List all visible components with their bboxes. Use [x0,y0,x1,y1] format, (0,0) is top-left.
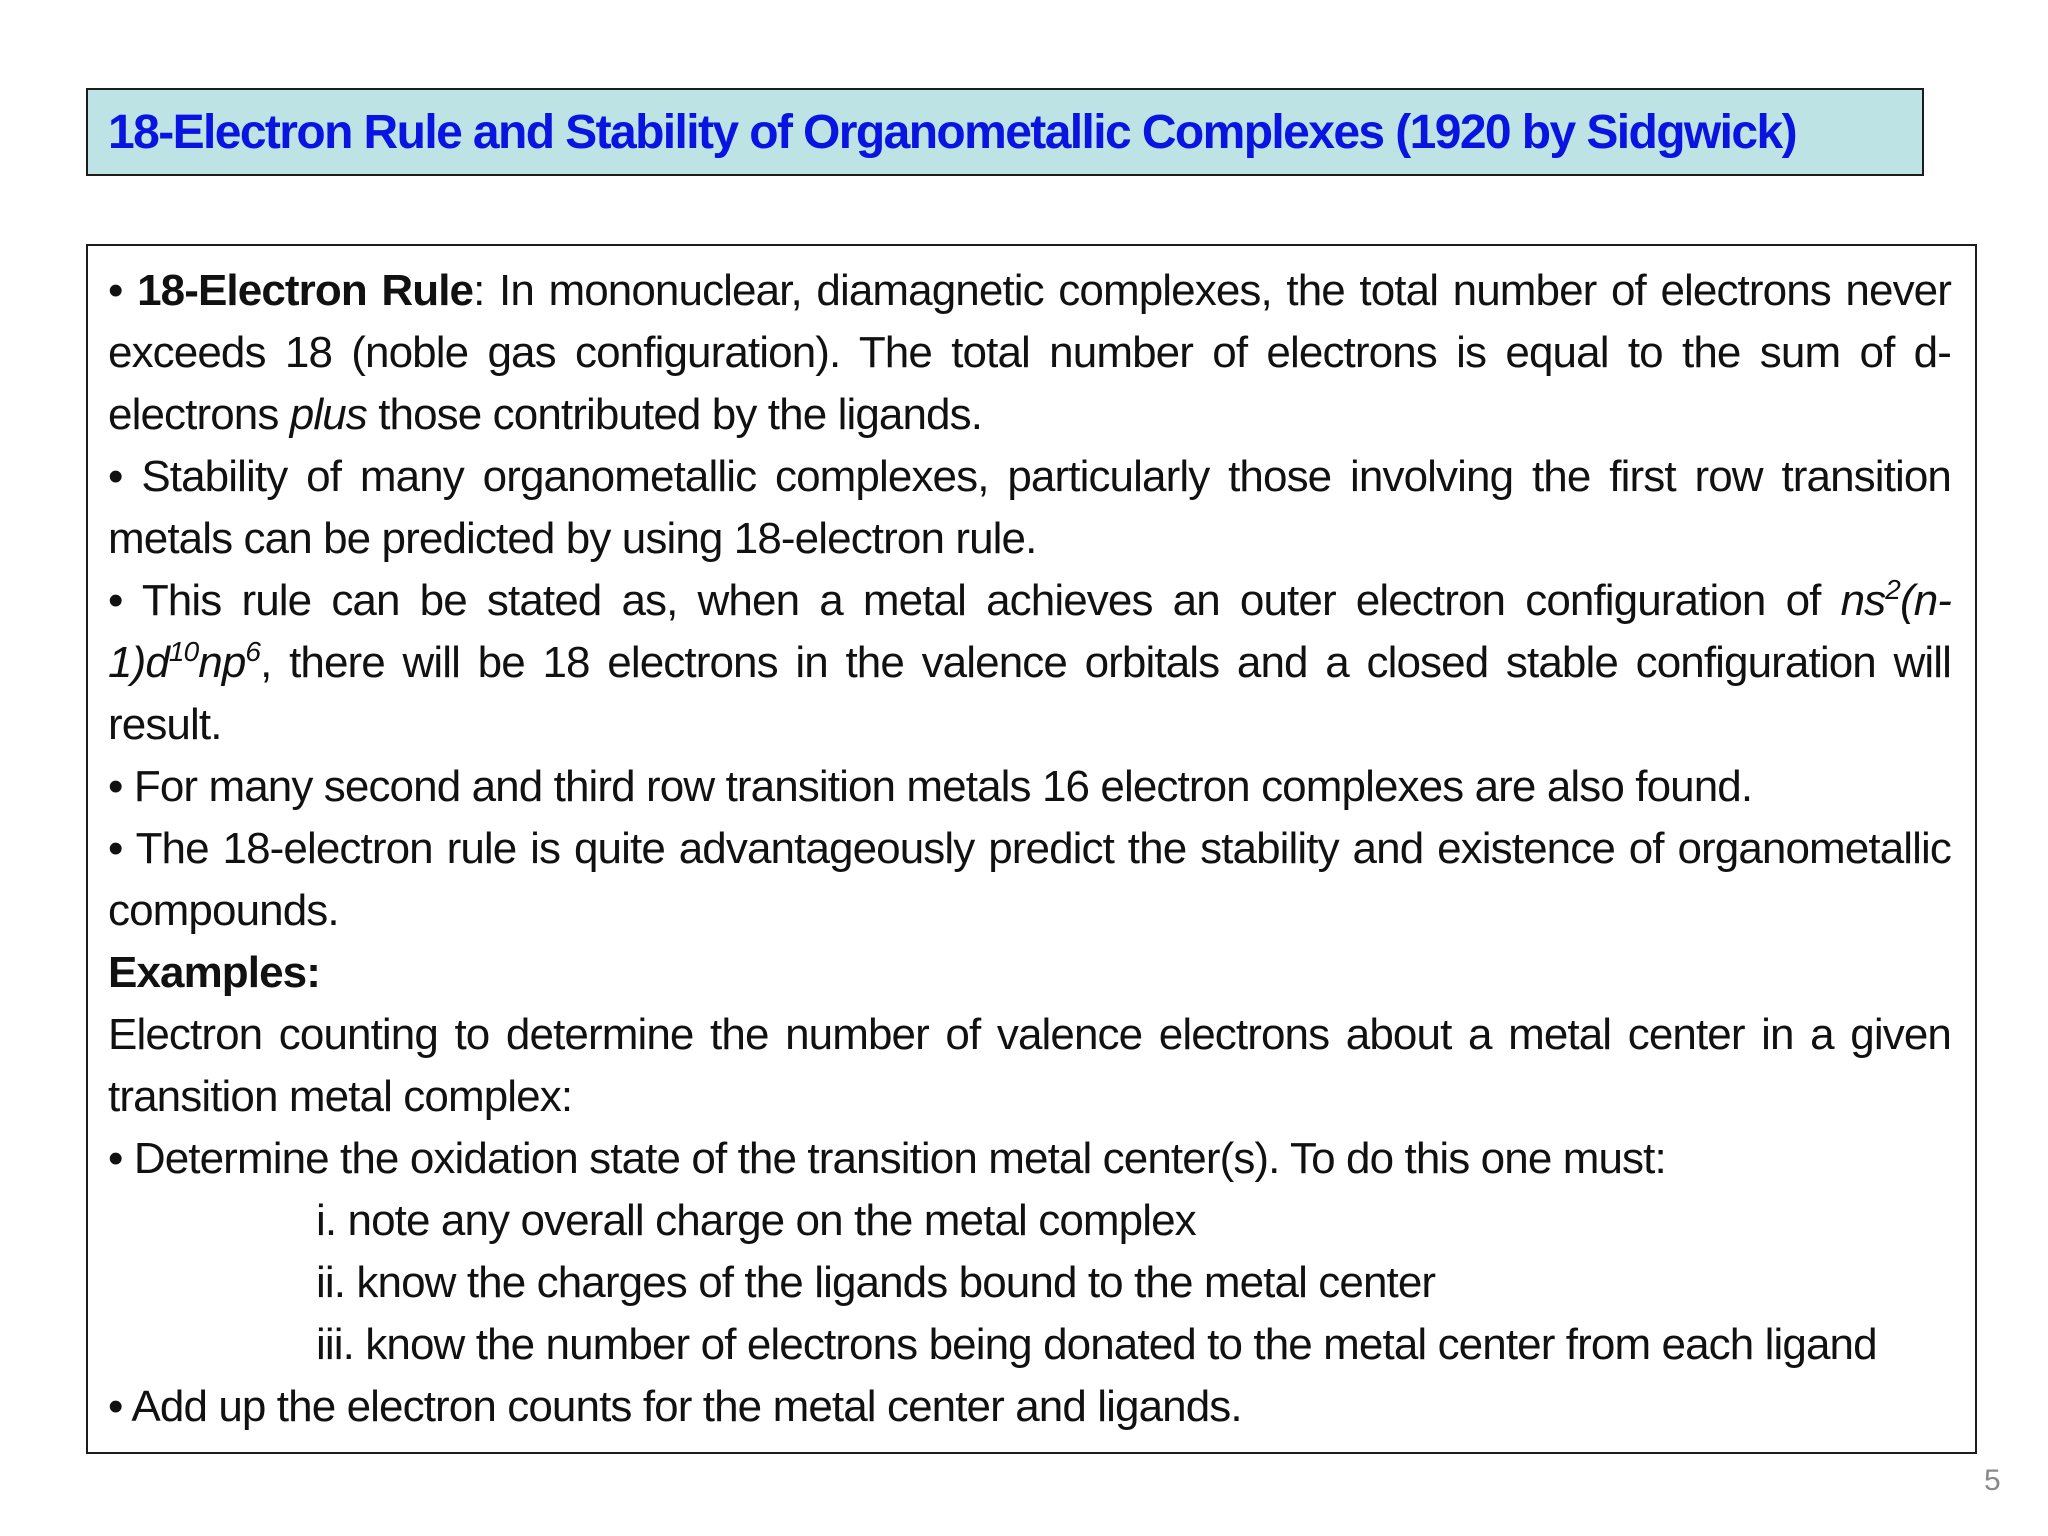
configuration-text: result. [108,700,222,749]
bullet: • [108,1134,123,1183]
title-banner [86,88,1924,176]
ns-term: ns [1840,576,1886,625]
stability-line-2 [108,508,1951,570]
d-term: 1)d [108,638,169,687]
step-item: ii. know the charges of the ligands bound to the metal center [316,1258,1436,1307]
ns-superscript: 2 [1885,574,1900,605]
counting-text: transition metal complex: [108,1072,573,1121]
bullet: • [108,576,123,625]
counting-line-1 [108,1004,1951,1066]
rule-definition-text: : In mononuclear, diamagnetic complexes, the total number of electrons never [473,266,1951,315]
step-item: i. note any overall charge on the metal complex [316,1196,1196,1245]
stability-text: metals can be predicted by using 18-electron rule. [108,514,1037,563]
configuration-text: This rule can be stated as, when a metal achieves an outer electron configuration of [141,576,1841,625]
rule-term: 18-Electron Rule [137,266,474,315]
add-up-line [108,1376,1951,1438]
step-item: iii. know the number of electrons being donated to the metal center from each ligand [316,1320,1877,1369]
oxidation-state-text: Determine the oxidation state of the transition metal center(s). To do this one must: [133,1134,1666,1183]
slide-title: 18-Electron Rule and Stability of Organometallic Complexes (1920 by Sidgwick) [108,105,1796,159]
counting-text: Electron counting to determine the number of valence electrons about a metal center in a given [108,1010,1951,1059]
sixteen-electron-text: For many second and third row transition metals 16 electron complexes are also found. [133,762,1753,811]
configuration-line-2 [108,632,1951,694]
configuration-line-3 [108,694,1951,756]
plus-emphasis: plus [289,390,367,439]
bullet: • [108,762,123,811]
advantage-line-2 [108,880,1951,942]
bullet: • [108,266,123,315]
configuration-text: , there will be 18 electrons in the valence orbitals and a closed stable configuration will [260,638,1951,687]
rule-definition-line-3 [108,384,1951,446]
stability-text: Stability of many organometallic complexes, particularly those involving the first row transition [141,452,1952,501]
add-up-text: Add up the electron counts for the metal center and ligands. [131,1382,1242,1431]
rule-definition-line-1 [108,260,1951,322]
counting-line-2 [108,1066,1951,1128]
configuration-line-1 [108,570,1951,632]
np-term: np [198,638,246,687]
d-superscript: 10 [168,636,199,667]
bullet: • [108,452,123,501]
bullet: • [108,824,123,873]
rule-definition-text: electrons [108,390,290,439]
advantage-line-1 [108,818,1951,880]
content-box [86,244,1977,1454]
stability-line-1 [108,446,1951,508]
advantage-text: compounds. [108,886,339,935]
rule-definition-text: exceeds 18 (noble gas configuration). The total number of electrons is equal to the sum of d- [108,328,1951,377]
sixteen-electron-line [108,756,1951,818]
rule-definition-text: those contributed by the ligands. [366,390,983,439]
n-term: (n- [1899,576,1952,625]
advantage-text: The 18-electron rule is quite advantageously predict the stability and existence of organometallic [135,824,1952,873]
examples-heading: Examples: [108,948,321,997]
rule-definition-line-2 [108,322,1951,384]
np-superscript: 6 [245,636,261,667]
oxidation-state-line [108,1128,1951,1190]
bullet: • [108,1382,123,1431]
page-number: 5 [1984,1464,2001,1497]
